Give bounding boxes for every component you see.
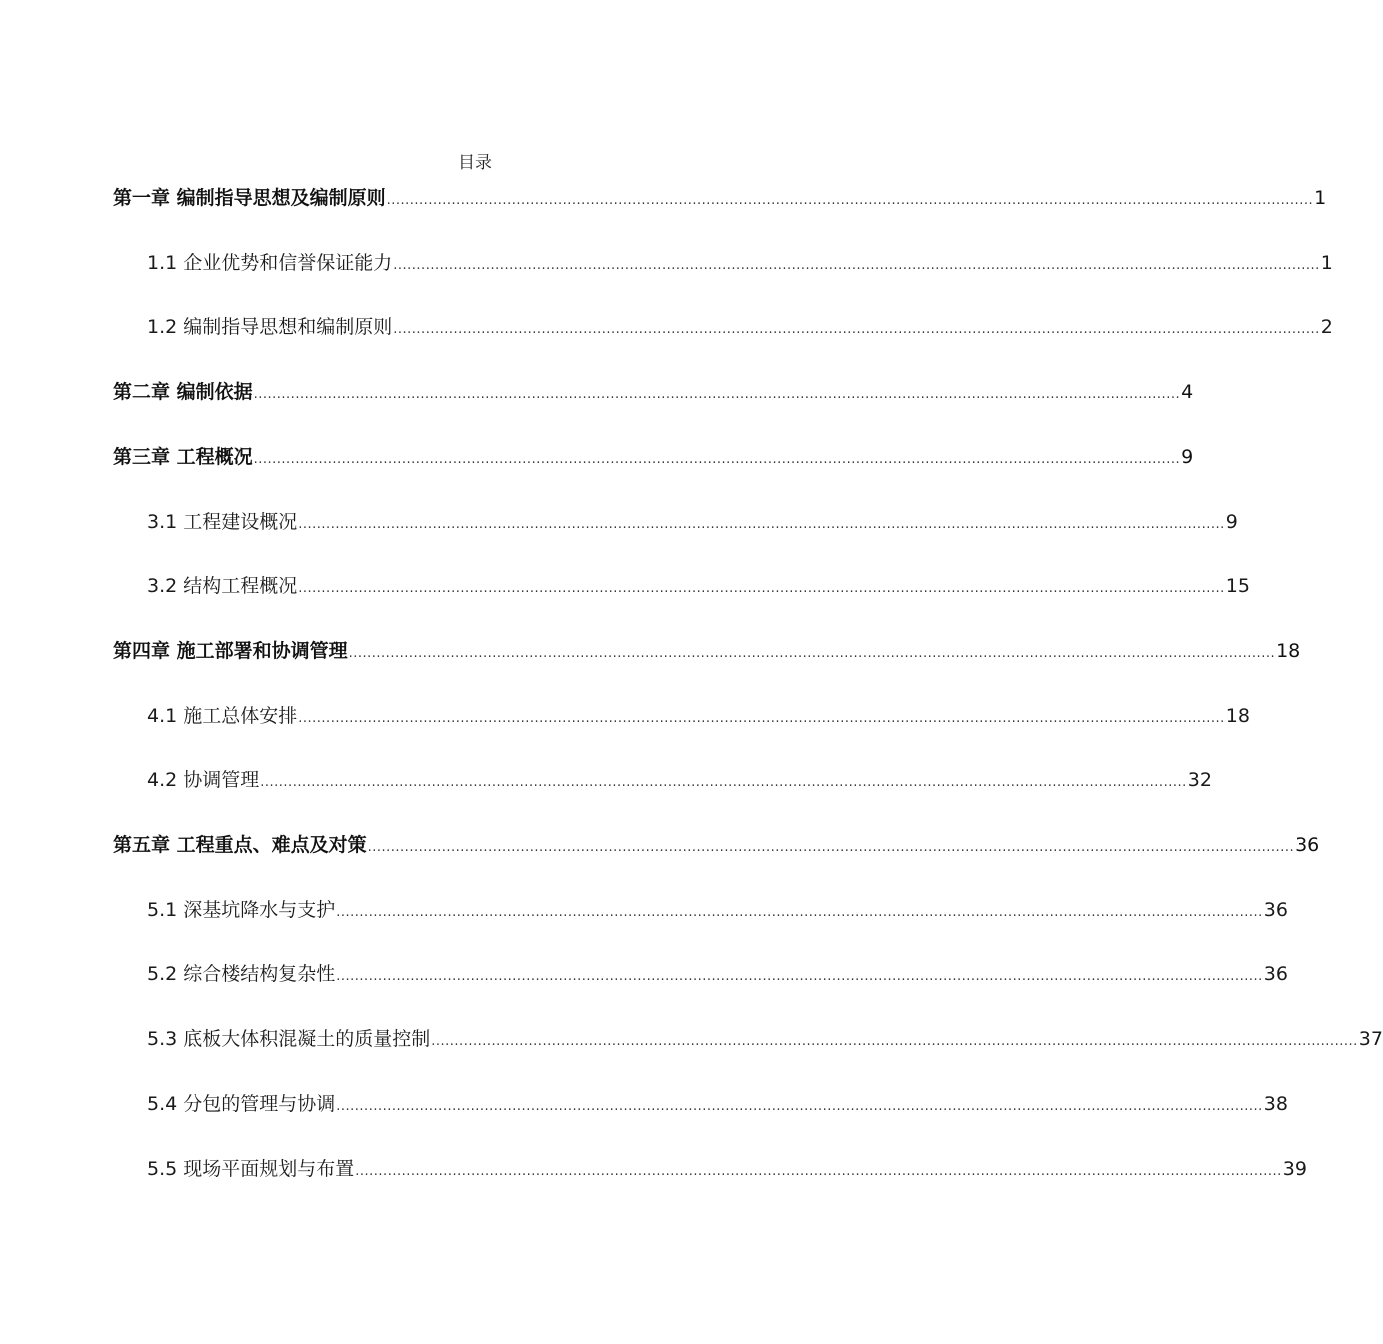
toc-section-entry[interactable] <box>147 1019 1383 1059</box>
toc-dot-leader: ........................................................................................................................................................................................................ <box>253 451 1181 467</box>
toc-entry-text: 第四章 施工部署和协调管理 <box>113 639 348 662</box>
toc-page-number: 38 <box>1263 1092 1288 1115</box>
toc-page-number: 36 <box>1263 963 1288 986</box>
toc-entry-text: 5.2 综合楼结构复杂性 <box>147 963 336 986</box>
toc-section-entry[interactable] <box>147 954 1288 994</box>
toc-page-number: 32 <box>1187 769 1212 792</box>
toc-dot-leader: ........................................................................................................................................................................................................ <box>431 1034 1358 1050</box>
toc-entry-text: 4.2 协调管理 <box>147 769 260 792</box>
toc-entry-text: 3.2 结构工程概况 <box>147 575 298 598</box>
toc-section-entry[interactable] <box>147 696 1250 736</box>
toc-dot-leader: ........................................................................................................................................................................................................ <box>298 516 1225 532</box>
toc-page-number: 9 <box>1225 510 1238 533</box>
toc-dot-leader: ........................................................................................................................................................................................................ <box>336 1098 1263 1114</box>
toc-dot-leader: ........................................................................................................................................................................................................ <box>386 193 1314 208</box>
toc-entry-text: 5.4 分包的管理与协调 <box>147 1092 336 1115</box>
toc-page-number: 2 <box>1320 316 1333 339</box>
toc-entry-text: 1.1 企业优势和信誉保证能力 <box>147 251 393 274</box>
toc-dot-leader: ........................................................................................................................................................................................................ <box>298 581 1225 597</box>
toc-page-number: 36 <box>1263 898 1288 921</box>
toc-section-entry[interactable] <box>147 307 1333 347</box>
toc-dot-leader: ........................................................................................................................................................................................................ <box>336 969 1263 985</box>
toc-page-number: 4 <box>1181 381 1194 404</box>
toc-page-number: 18 <box>1225 704 1250 727</box>
toc-entry-text: 第五章 工程重点、难点及对策 <box>113 834 367 856</box>
toc-page-number: 9 <box>1181 445 1194 468</box>
toc-page-number: 37 <box>1358 1028 1383 1051</box>
toc-page-number: 15 <box>1225 575 1250 598</box>
toc-section-entry[interactable] <box>147 566 1250 606</box>
toc-dot-leader: ........................................................................................................................................................................................................ <box>260 775 1187 791</box>
toc-chapter-entry[interactable] <box>113 372 1194 412</box>
toc-dot-leader: ........................................................................................................................................................................................................ <box>355 1163 1282 1179</box>
toc-dot-leader: ........................................................................................................................................................................................................ <box>348 645 1276 661</box>
toc-dot-leader: ........................................................................................................................................................................................................ <box>393 257 1320 273</box>
toc-page-number: 1 <box>1314 187 1327 209</box>
toc-page-number: 36 <box>1295 834 1320 856</box>
toc-entry-text: 5.1 深基坑降水与支护 <box>147 898 336 921</box>
toc-entry-text: 4.1 施工总体安排 <box>147 704 298 727</box>
toc-chapter-entry[interactable] <box>113 631 1301 671</box>
toc-chapter-entry[interactable] <box>113 437 1194 477</box>
toc-section-entry[interactable] <box>147 1084 1288 1124</box>
toc-chapter-entry[interactable] <box>113 178 1327 218</box>
toc-entry-text: 1.2 编制指导思想和编制原则 <box>147 316 393 339</box>
toc-entry-text: 5.3 底板大体积混凝土的质量控制 <box>147 1028 431 1051</box>
toc-entry-text: 5.5 现场平面规划与布置 <box>147 1157 355 1180</box>
toc-section-entry[interactable] <box>147 760 1212 800</box>
toc-entry-text: 第二章 编制依据 <box>113 381 253 404</box>
toc-dot-leader: ........................................................................................................................................................................................................ <box>336 904 1263 920</box>
toc-entry-text: 第三章 工程概况 <box>113 445 253 468</box>
toc-section-entry[interactable] <box>147 502 1238 542</box>
toc-title: 目录 <box>458 153 492 173</box>
toc-page-number: 39 <box>1282 1157 1307 1180</box>
toc-entry-text: 3.1 工程建设概况 <box>147 510 298 533</box>
toc-chapter-entry[interactable] <box>113 825 1320 865</box>
toc-dot-leader: ........................................................................................................................................................................................................ <box>253 387 1181 403</box>
toc-dot-leader: ........................................................................................................................................................................................................ <box>298 710 1225 726</box>
toc-dot-leader: ........................................................................................................................................................................................................ <box>367 840 1295 855</box>
toc-page-number: 18 <box>1276 639 1301 662</box>
toc-page-number: 1 <box>1320 251 1333 274</box>
toc-section-entry[interactable] <box>147 890 1288 930</box>
toc-dot-leader: ........................................................................................................................................................................................................ <box>393 322 1320 338</box>
toc-section-entry[interactable] <box>147 1149 1307 1189</box>
toc-section-entry[interactable] <box>147 243 1333 283</box>
toc-entry-text: 第一章 编制指导思想及编制原则 <box>113 187 386 209</box>
